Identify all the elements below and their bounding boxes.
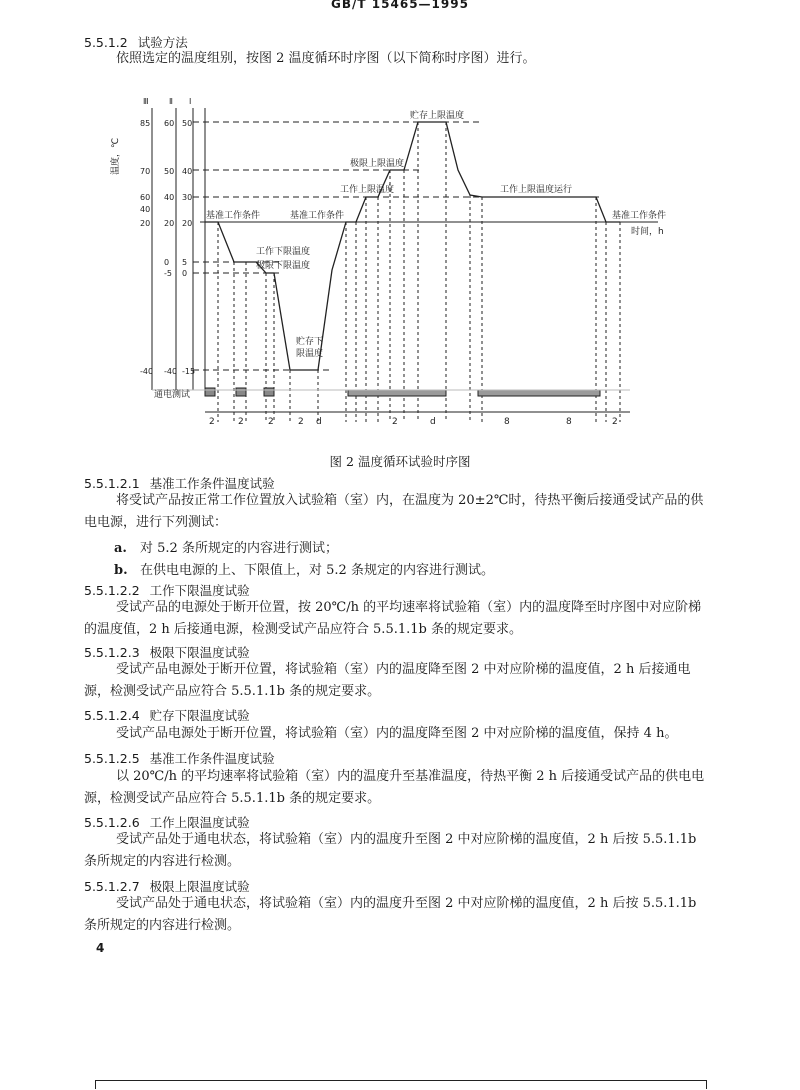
label-storage-lower-1: 贮存下 xyxy=(296,337,324,347)
col1-tick: -40 xyxy=(140,367,154,376)
col-header: Ⅰ xyxy=(189,97,192,106)
y-axis-label: 温度，℃ xyxy=(111,137,121,175)
section-body: 受试产品处于通电状态，将试验箱（室）内的温度升至图 2 中对应阶梯的温度值，2 h 后按 5.5.1.1b 条所规定的内容进行检测。 xyxy=(84,896,697,933)
label-work-upper: 工作上限温度 xyxy=(340,185,395,195)
bottom-border xyxy=(95,1080,707,1089)
col-header: Ⅱ xyxy=(169,97,173,106)
section-number: 5.5.1.2.4 xyxy=(84,708,140,723)
section-title: 极限下限温度试验 xyxy=(149,645,250,660)
section-number: 5.5.1.2.5 xyxy=(84,751,140,766)
col2-tick: 40 xyxy=(164,193,175,202)
label-storage-upper: 贮存上限温度 xyxy=(410,111,465,121)
duration-label: 2 xyxy=(268,417,274,427)
label-ref-left: 基准工作条件 xyxy=(206,211,261,221)
list-text: 对 5.2 条所规定的内容进行测试； xyxy=(140,541,338,556)
section-body: 受试产品电源处于断开位置，将试验箱（室）内的温度降至图 2 中对应阶梯的温度值，2 h 后接通电源，检测受试产品应符合 5.5.1.1b 条的规定要求。 xyxy=(84,662,691,699)
section-body: 受试产品电源处于断开位置，将试验箱（室）内的温度降至图 2 中对应阶梯的温度值，保持 4 h。 xyxy=(116,726,678,741)
col3-tick: 50 xyxy=(182,119,193,128)
label-work-lower: 工作下限温度 xyxy=(256,247,311,257)
section-number: 5.5.1.2.1 xyxy=(84,476,140,491)
section-number: 5.5.1.2.3 xyxy=(84,645,140,660)
col3-tick: 5 xyxy=(182,258,188,267)
power-test-bar xyxy=(236,388,246,396)
col2-tick: -40 xyxy=(164,367,178,376)
duration-label: 2 xyxy=(238,417,244,427)
col2-tick: 60 xyxy=(164,119,175,128)
col2-tick: 50 xyxy=(164,167,175,176)
section-title: 基准工作条件温度试验 xyxy=(149,476,275,491)
duration-label: 2 xyxy=(298,417,304,427)
page-number: 4 xyxy=(96,941,105,955)
label-power-test: 通电测试 xyxy=(154,390,191,400)
section-number: 5.5.1.2.6 xyxy=(84,815,140,830)
section-number: 5.5.1.2 xyxy=(84,35,128,50)
col1-tick: 60 xyxy=(140,193,151,202)
power-test-bar xyxy=(348,390,446,396)
list-text: 在供电电源的上、下限值上，对 5.2 条规定的内容进行测试。 xyxy=(140,563,494,578)
section-heading xyxy=(84,706,250,724)
duration-label: 8 xyxy=(566,417,572,427)
list-label: b. xyxy=(114,563,128,578)
col2-tick: -5 xyxy=(164,269,172,278)
list-item xyxy=(114,559,494,578)
col1-tick: 40 xyxy=(140,205,151,214)
label-ref-mid: 基准工作条件 xyxy=(290,211,345,221)
duration-label: d xyxy=(316,417,322,427)
temperature-cycle-figure xyxy=(0,0,800,450)
figure-caption: 图 2 温度循环试验时序图 xyxy=(329,454,471,469)
col-header: Ⅲ xyxy=(143,97,149,106)
section-title: 工作上限温度试验 xyxy=(149,815,250,830)
power-test-bar xyxy=(264,388,274,396)
duration-label: 2 xyxy=(392,417,398,427)
power-test-bar xyxy=(478,390,600,396)
section-title: 基准工作条件温度试验 xyxy=(149,751,275,766)
label-work-upper-run: 工作上限温度运行 xyxy=(500,185,573,195)
section-intro: 依照选定的温度组别，按图 2 温度循环时序图（以下简称时序图）进行。 xyxy=(116,51,536,66)
list-label: a. xyxy=(114,541,127,556)
col1-tick: 70 xyxy=(140,167,151,176)
section-title: 贮存下限温度试验 xyxy=(149,708,250,723)
col3-tick: -15 xyxy=(182,367,196,376)
col3-tick: 30 xyxy=(182,193,193,202)
duration-label: 2 xyxy=(209,417,215,427)
section-body: 将受试产品按正常工作位置放入试验箱（室）内，在温度为 20±2℃时，待热平衡后接通受试产品的供电电源，进行下列测试： xyxy=(84,493,704,530)
section-heading xyxy=(84,749,275,767)
label-storage-lower-2: 限温度 xyxy=(296,349,324,359)
duration-label: d xyxy=(430,417,436,427)
col3-tick: 40 xyxy=(182,167,193,176)
col2-tick: 0 xyxy=(164,258,170,267)
temperature-profile xyxy=(205,122,620,370)
section-number: 5.5.1.2.2 xyxy=(84,583,140,598)
label-extreme-upper: 极限上限温度 xyxy=(350,159,405,169)
list-item xyxy=(114,537,338,556)
label-ref-right: 基准工作条件 xyxy=(612,211,667,221)
col3-tick: 20 xyxy=(182,219,193,228)
section-body: 以 20℃/h 的平均速率将试验箱（室）内的温度升至基准温度，待热平衡 2 h 后接通受试产品的供电电源，检测受试产品应符合 5.5.1.1b 条的规定要求。 xyxy=(84,769,705,806)
label-extreme-lower: 极限下限温度 xyxy=(256,261,311,271)
running-header: GB/T 15465—1995 xyxy=(331,0,469,11)
x-axis-label: 时间，h xyxy=(631,227,664,237)
section-body: 受试产品处于通电状态，将试验箱（室）内的温度升至图 2 中对应阶梯的温度值，2 h 后按 5.5.1.1b 条所规定的内容进行检测。 xyxy=(84,832,697,869)
section-body: 受试产品的电源处于断开位置，按 20℃/h 的平均速率将试验箱（室）内的温度降至时序图中对应阶梯的温度值，2 h 后接通电源，检测受试产品应符合 5.5.1.1b 条的规定要求。 xyxy=(84,600,702,637)
duration-label: 2 xyxy=(612,417,618,427)
col1-tick: 85 xyxy=(140,119,151,128)
col2-tick: 20 xyxy=(164,219,175,228)
duration-label: 8 xyxy=(504,417,510,427)
col1-tick: 20 xyxy=(140,219,151,228)
col3-tick: 0 xyxy=(182,269,188,278)
section-title: 极限上限温度试验 xyxy=(149,879,250,894)
section-number: 5.5.1.2.7 xyxy=(84,879,140,894)
section-title: 工作下限温度试验 xyxy=(149,583,250,598)
power-test-bar xyxy=(205,388,215,396)
section-title: 试验方法 xyxy=(137,35,188,50)
